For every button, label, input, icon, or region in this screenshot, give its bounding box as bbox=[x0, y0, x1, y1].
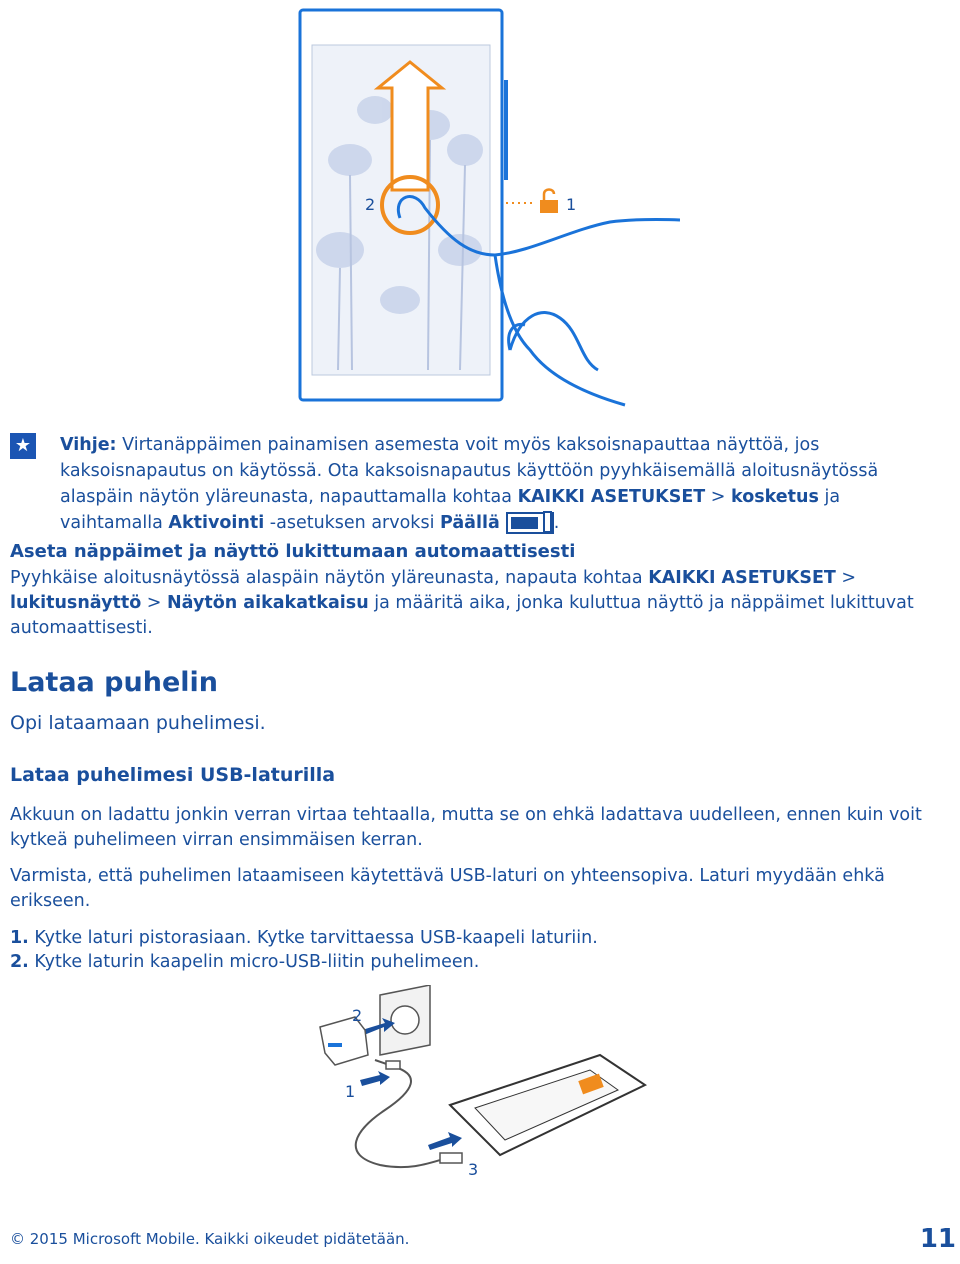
step-1-text: Kytke laturi pistorasiaan. Kytke tarvittaessa USB-kaapeli laturiin. bbox=[28, 928, 598, 948]
tip-text-1: Virtanäppäimen painamisen asemesta voit myös kaksoisnapauttaa näyttöä, jos kaksoisnapautus on käytössä. Ota kaksoisnapautus käyttöön pyyhkäisemällä aloitusnäytössä alaspäin näytön yläreunasta, napauttamalla kohtaa bbox=[60, 435, 879, 507]
charge-title: Lataa puhelin bbox=[10, 667, 218, 698]
footer-copyright: © 2015 Microsoft Mobile. Kaikki oikeudet pidätetään. bbox=[10, 1230, 410, 1248]
charger-label-3: 3 bbox=[468, 1160, 479, 1179]
tip-text-2: ja vaihtamalla bbox=[60, 487, 841, 533]
tip-kaikki-asetukset: KAIKKI ASETUKSET bbox=[517, 487, 706, 507]
charger-label-2: 2 bbox=[352, 1006, 363, 1025]
lock-text-2: ja määritä aika, jonka kuluttua näyttö ja näppäimet lukittuvat automaattisesti. bbox=[10, 593, 914, 638]
usb-heading: Lataa puhelimesi USB-laturilla bbox=[10, 764, 336, 786]
tip-end: . bbox=[553, 513, 560, 533]
lock-heading: Aseta näppäimet ja näyttö lukittumaan automaattisesti bbox=[10, 541, 576, 562]
unlock-gesture-illustration bbox=[280, 0, 680, 415]
lock-paragraph bbox=[10, 566, 950, 641]
lock-sep-2: > bbox=[141, 593, 168, 613]
tip-text-3: -asetuksen arvoksi bbox=[264, 513, 440, 533]
charger-illustration bbox=[300, 985, 660, 1200]
tip-kosketus: kosketus bbox=[731, 487, 819, 507]
step-1-number: 1. bbox=[10, 928, 29, 948]
charge-subtitle: Opi lataamaan puhelimesi. bbox=[10, 712, 266, 734]
tip-paalla: Päällä bbox=[440, 513, 500, 533]
charge-para-1: Akkuun on ladattu jonkin verran virtaa tehtaalla, mutta se on ehkä ladattava uudelleen, ennen kuin voit kytkeä puhelimeen virran ensimmäisen kerran. bbox=[10, 805, 922, 850]
page-number: 11 bbox=[919, 1224, 956, 1254]
gesture-label-1: 1 bbox=[566, 195, 577, 214]
step-2-text: Kytke laturin kaapelin micro-USB-liitin puhelimeen. bbox=[28, 952, 480, 972]
charge-para-2: Varmista, että puhelimen lataamiseen käytettävä USB-laturi on yhteensopiva. Laturi myydään ehkä erikseen. bbox=[10, 866, 885, 911]
toggle-on-icon bbox=[506, 512, 554, 534]
tip-label: Vihje: bbox=[60, 435, 117, 455]
lock-lukitusnaytto: lukitusnäyttö bbox=[10, 593, 142, 613]
gesture-label-2: 2 bbox=[365, 195, 376, 214]
tip-star-icon: ★ bbox=[10, 433, 36, 459]
lock-kaikki-asetukset: KAIKKI ASETUKSET bbox=[648, 568, 836, 588]
lock-text-1: Pyyhkäise aloitusnäytössä alaspäin näytön yläreunasta, napauta kohtaa bbox=[10, 568, 649, 588]
lock-aikakatkaisu: Näytön aikakatkaisu bbox=[167, 593, 369, 613]
step-1 bbox=[10, 926, 950, 951]
tip-separator: > bbox=[705, 487, 732, 507]
step-2-number: 2. bbox=[10, 952, 29, 972]
step-2 bbox=[10, 950, 950, 975]
lock-sep-1: > bbox=[835, 568, 857, 588]
tip-aktivointi: Aktivointi bbox=[168, 513, 265, 533]
tip-paragraph bbox=[60, 432, 940, 536]
charger-label-1: 1 bbox=[345, 1082, 356, 1101]
